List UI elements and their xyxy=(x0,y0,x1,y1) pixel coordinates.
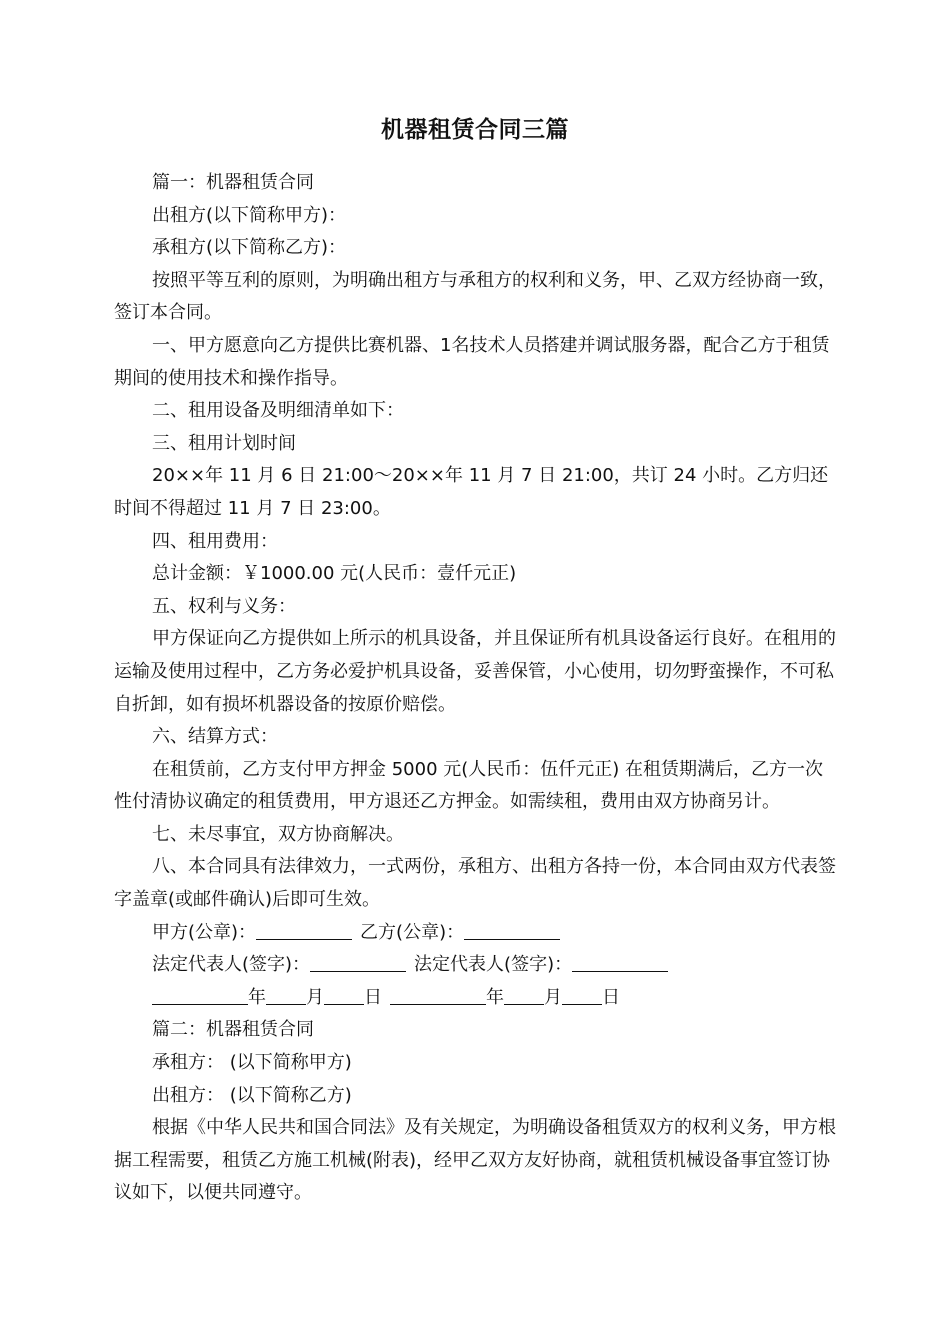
paragraph: 甲方保证向乙方提供如上所示的机具设备，并且保证所有机具设备运行良好。在租用的运输及使用过程中，乙方务必爱护机具设备，妥善保管，小心使用，切勿野蛮操作，不可私自折卸，如有损坏机器设备的按原价赔偿。 xyxy=(114,628,836,715)
paragraph: 在租赁前，乙方支付甲方押金 5000 元(人民币：伍仟元正) 在租赁期满后，乙方一次性付清协议确定的租赁费用，甲方退还乙方押金。如需续租，费用由双方协商另计。 xyxy=(114,758,824,813)
date-b-month-blank xyxy=(504,984,544,1005)
paragraph: 出租方(以下简称甲方)： xyxy=(152,204,347,226)
rep-a-label: 法定代表人(签字)： xyxy=(152,954,311,976)
date-b-month-label: 月 xyxy=(544,986,562,1008)
paragraph: 出租方： (以下简称乙方) xyxy=(152,1084,352,1106)
paragraph: 八、本合同具有法律效力，一式两份，承租方、出租方各持一份，本合同由双方代表签字盖章(或邮件确认)后即可生效。 xyxy=(114,856,836,911)
date-a-day-label: 日 xyxy=(364,986,382,1008)
rep-b-blank xyxy=(572,951,668,972)
date-a-year-blank xyxy=(152,984,248,1005)
date-b-day-label: 日 xyxy=(602,986,620,1008)
paragraph: 承租方： (以下简称甲方) xyxy=(152,1052,352,1074)
paragraph: 根据《中华人民共和国合同法》及有关规定，为明确设备租赁双方的权利义务，甲方根据工程需要，租赁乙方施工机械(附表)，经甲乙双方友好协商，就租赁机械设备事宜签订协议如下，以便共同遵守。 xyxy=(114,1117,836,1204)
signature-line-date xyxy=(114,982,839,1015)
party-b-seal-label: 乙方(公章)： xyxy=(360,921,465,943)
paragraph: 二、租用设备及明细清单如下： xyxy=(152,400,404,422)
document-body xyxy=(114,167,839,1210)
date-b-year-label: 年 xyxy=(486,986,504,1008)
rep-a-blank xyxy=(310,951,406,972)
signature-line-rep xyxy=(114,949,839,982)
party-a-seal-blank xyxy=(256,919,352,940)
paragraph: 七、未尽事宜，双方协商解决。 xyxy=(152,823,404,845)
date-b-day-blank xyxy=(562,984,602,1005)
paragraph: 一、甲方愿意向乙方提供比赛机器、1名技术人员搭建并调试服务器，配合乙方于租赁期间的使用技术和操作指导。 xyxy=(114,334,830,389)
paragraph: 总计金额：￥1000.00 元(人民币：壹仟元正) xyxy=(152,563,517,585)
paragraph: 六、结算方式： xyxy=(152,726,278,748)
date-a-month-label: 月 xyxy=(306,986,324,1008)
party-b-seal-blank xyxy=(464,919,560,940)
paragraph: 按照平等互利的原则，为明确出租方与承租方的权利和义务，甲、乙双方经协商一致，签订本合同。 xyxy=(114,269,836,324)
rep-b-label: 法定代表人(签字)： xyxy=(414,954,573,976)
party-a-seal-label: 甲方(公章)： xyxy=(152,921,257,943)
paragraph: 承租方(以下简称乙方)： xyxy=(152,237,347,259)
section-heading: 篇二：机器租赁合同 xyxy=(152,1019,314,1041)
signature-line-seal xyxy=(114,917,839,950)
date-a-month-blank xyxy=(266,984,306,1005)
paragraph: 五、权利与义务： xyxy=(152,595,296,617)
date-a-year-label: 年 xyxy=(248,986,266,1008)
paragraph: 三、租用计划时间 xyxy=(152,432,296,454)
date-b-year-blank xyxy=(390,984,486,1005)
paragraph: 20××年 11 月 6 日 21:00～20××年 11 月 7 日 21:00，共订 24 小时。乙方归还时间不得超过 11 月 7 日 23:00。 xyxy=(114,465,829,519)
paragraph: 四、租用费用： xyxy=(152,530,278,552)
section-heading: 篇一：机器租赁合同 xyxy=(152,172,314,193)
document-title: 机器租赁合同三篇 xyxy=(381,117,569,143)
date-a-day-blank xyxy=(324,984,364,1005)
